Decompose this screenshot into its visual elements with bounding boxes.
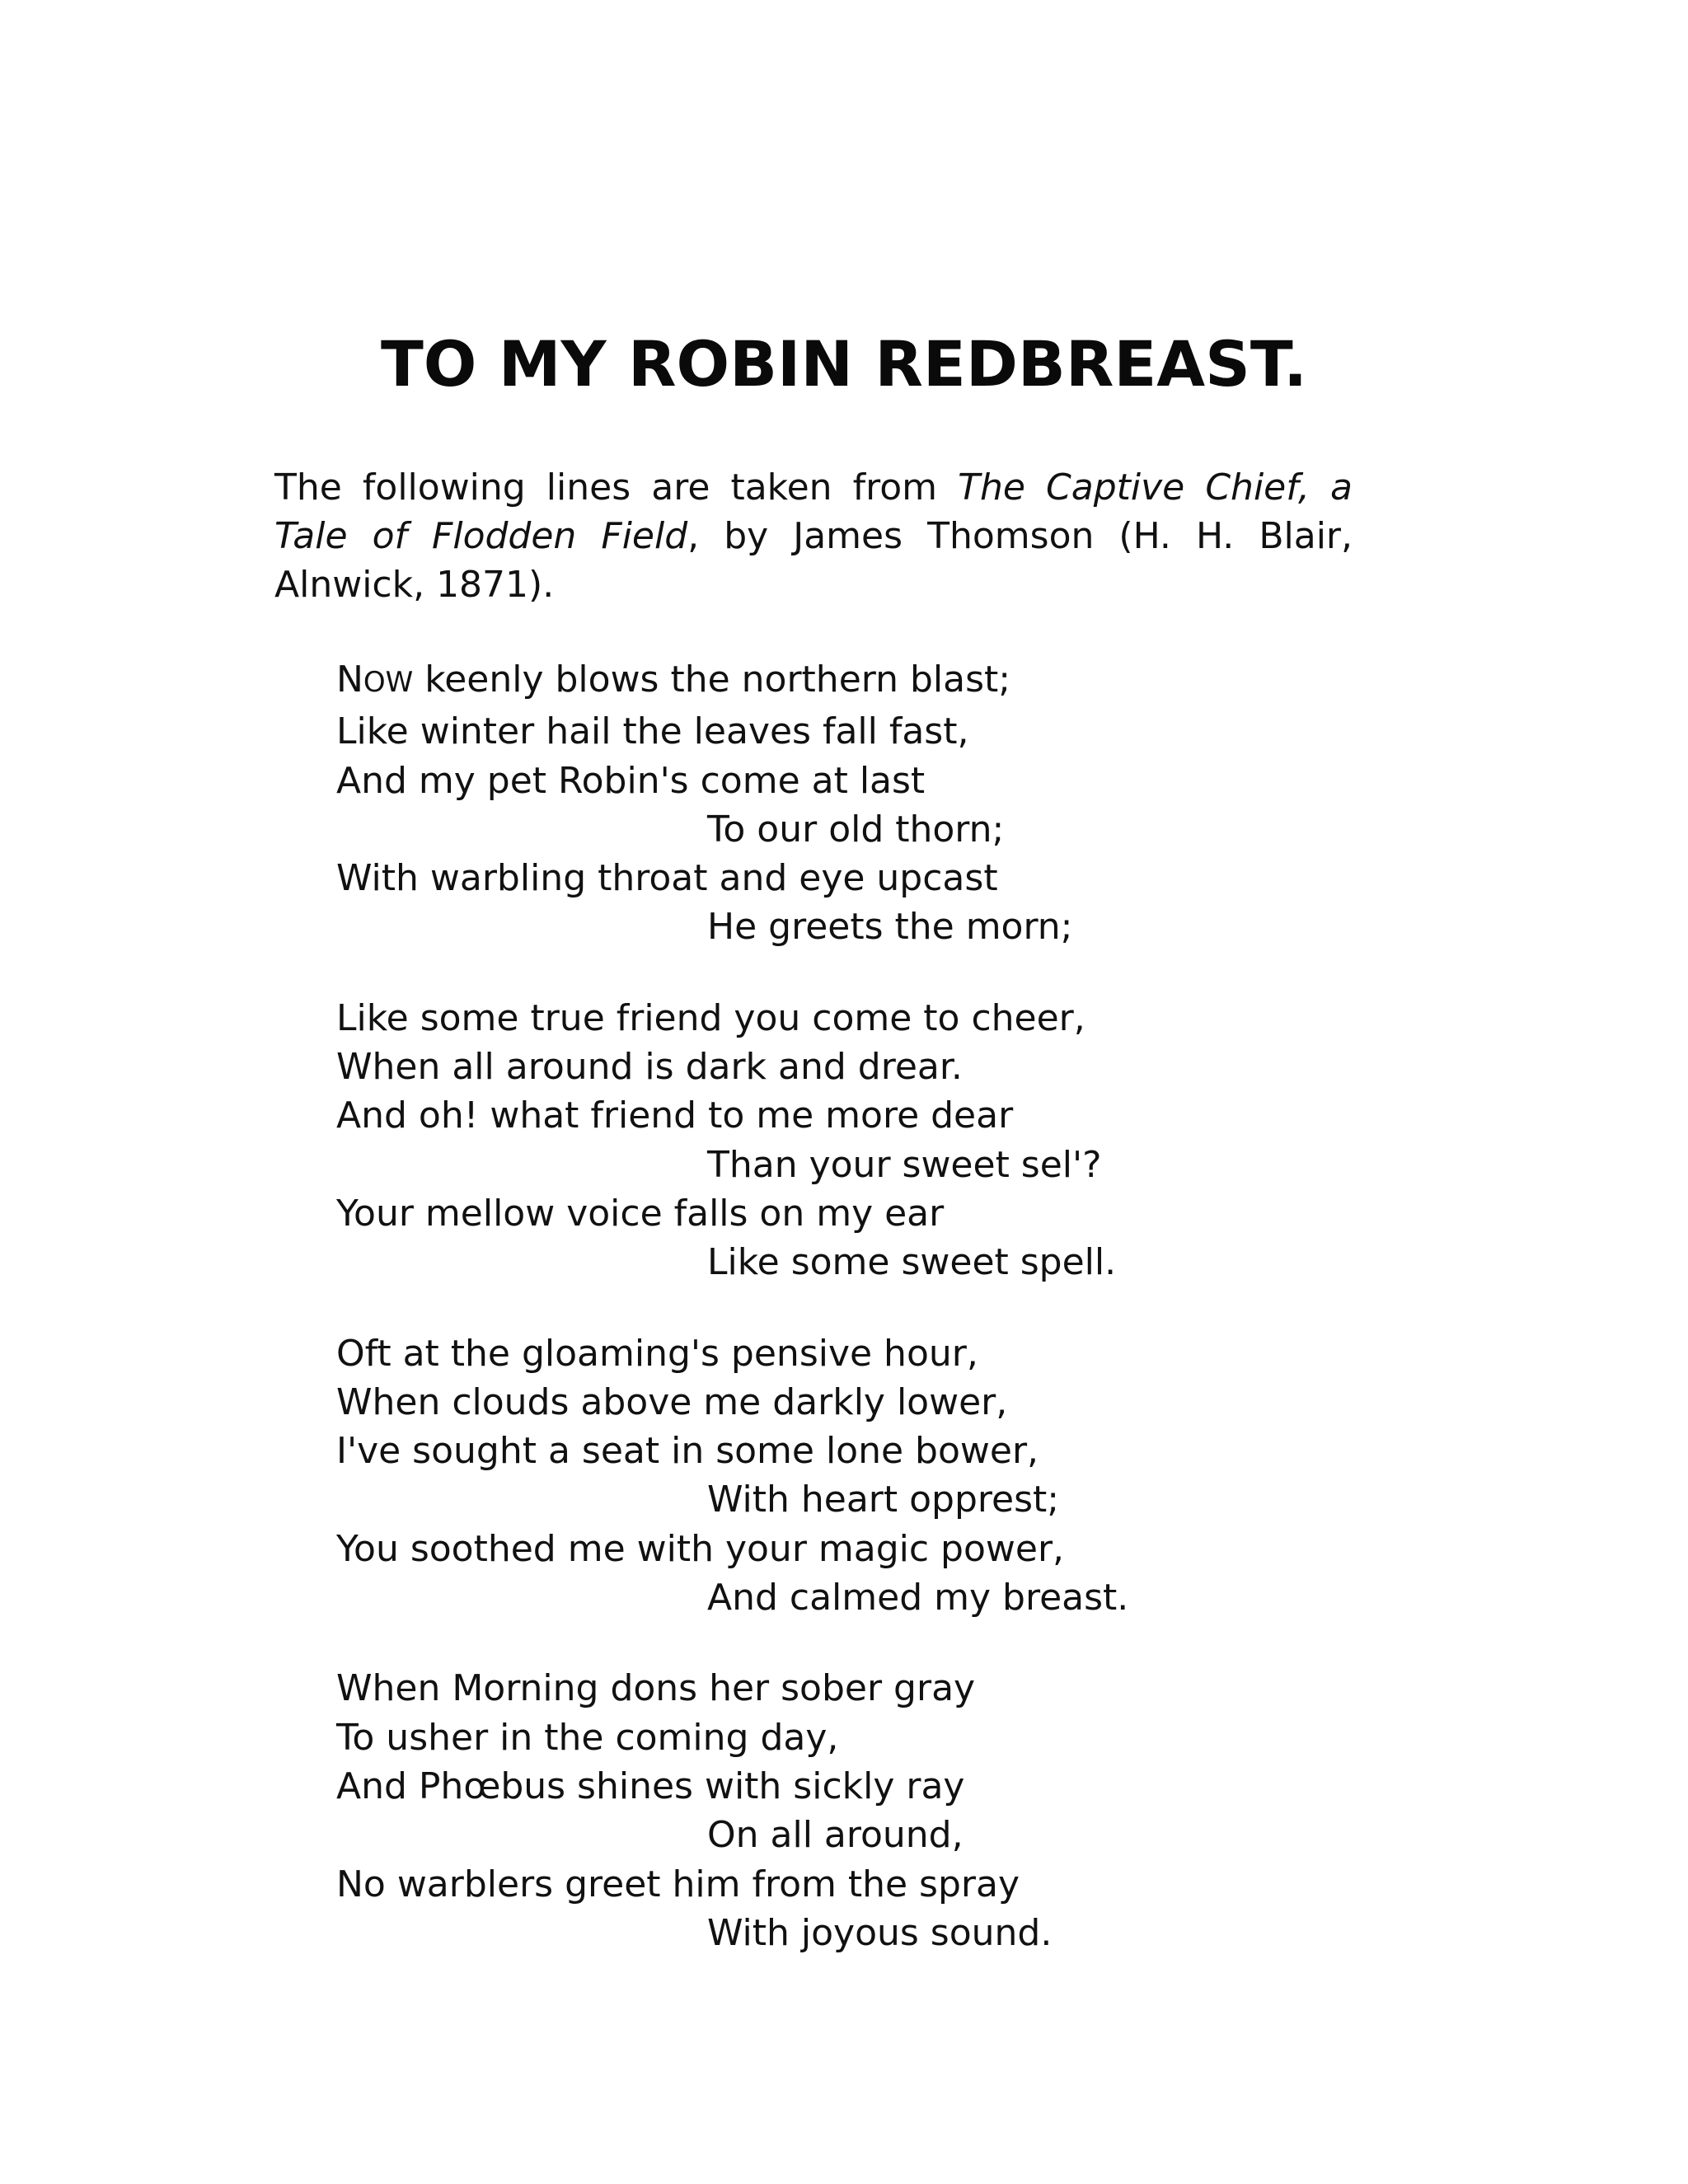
small-caps-text: OW: [363, 666, 414, 699]
poem-line: And oh! what friend to me more dear: [336, 1094, 1014, 1137]
poem-line: I've sought a seat in some lone bower,: [336, 1430, 1039, 1473]
poem-line: When all around is dark and drear.: [336, 1046, 963, 1089]
poem-line-indented: And calmed my breast.: [707, 1577, 1129, 1619]
poem-line: Like winter hail the leaves fall fast,: [336, 710, 969, 753]
page-title: TO MY ROBIN REDBREAST.: [380, 327, 1308, 401]
poem-line-rest: keenly blows the northern blast;: [413, 658, 1011, 701]
poem-line: When Morning dons her sober gray: [336, 1667, 976, 1710]
intro-work-title: The Captive Chief, a Tale of Flodden Field: [274, 466, 1353, 557]
drop-letter: N: [336, 658, 363, 701]
poem-line: Like some true friend you come to cheer,: [336, 996, 1085, 1039]
intro-paragraph: [274, 463, 1353, 609]
poem-line: No warblers greet him from the spray: [336, 1863, 1020, 1905]
poem-line: [336, 655, 1408, 707]
poem-line: Your mellow voice falls on my ear: [336, 1192, 945, 1235]
poem: [336, 655, 1408, 1999]
poem-stanza-3: [336, 1329, 1408, 1623]
poem-line: To usher in the coming day,: [336, 1716, 839, 1759]
poem-line-indented: With joyous sound.: [707, 1911, 1053, 1954]
poem-line-indented: To our old thorn;: [707, 808, 1005, 851]
poem-line: Oft at the gloaming's pensive hour,: [336, 1332, 978, 1375]
poem-stanza-2: [336, 994, 1408, 1287]
poem-line: With warbling throat and eye upcast: [336, 857, 998, 900]
poem-line: You soothed me with your magic power,: [336, 1527, 1065, 1570]
poem-line: And my pet Robin's come at last: [336, 759, 926, 802]
intro-text-after: , by James Thomson (H. H. Blair, Alnwick, 1871).: [274, 515, 1353, 606]
poem-line-indented: With heart opprest;: [707, 1479, 1060, 1521]
poem-line: And Phœbus shines with sickly ray: [336, 1765, 965, 1807]
intro-text-before: The following lines are taken from: [274, 466, 959, 509]
poem-stanza-4: [336, 1664, 1408, 1957]
poem-line: When clouds above me darkly lower,: [336, 1380, 1008, 1423]
poem-stanza-1: [336, 655, 1408, 952]
poem-line-indented: On all around,: [707, 1814, 964, 1857]
poem-line-indented: He greets the morn;: [707, 906, 1073, 949]
poem-line-indented: Like some sweet spell.: [707, 1241, 1117, 1284]
poem-line-indented: Than your sweet sel'?: [707, 1143, 1102, 1186]
